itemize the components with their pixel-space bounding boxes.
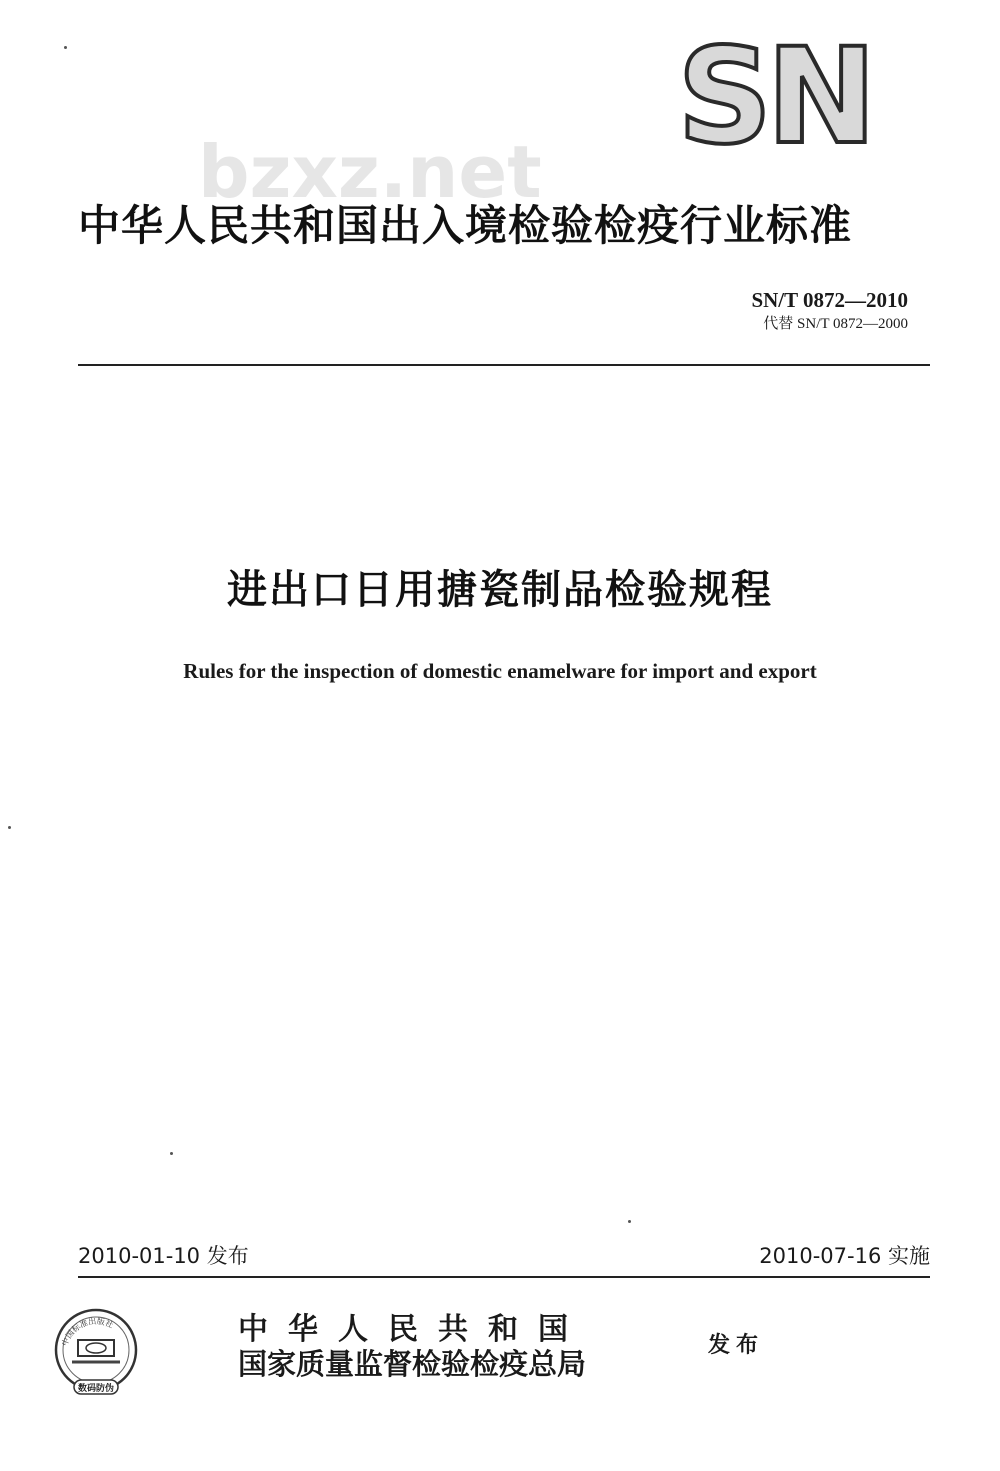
publish-label: 发布 [708, 1333, 765, 1358]
scan-speck [628, 1220, 631, 1223]
scan-speck [64, 46, 67, 49]
sn-logo: SN [677, 20, 871, 174]
document-title-cn: 进出口日用搪瓷制品检验规程 [227, 567, 773, 613]
scan-speck [170, 1152, 173, 1155]
replaces-standard: 代替 SN/T 0872—2000 [763, 316, 908, 332]
footer-divider [78, 1276, 930, 1278]
header-divider [78, 364, 930, 366]
watermark: bzxz.net [198, 130, 542, 214]
industry-standard-title: 中华人民共和国出入境检验检疫行业标准 [78, 201, 853, 250]
anti-counterfeit-seal-icon [48, 1306, 144, 1402]
seal-bottom-text: 数码防伪 [77, 1384, 115, 1394]
issuer-agency: 国家质量监督检验检疫总局 [238, 1347, 587, 1381]
standard-number: SN/T 0872—2010 [751, 288, 908, 312]
implementation-date: 2010-07-16 实施 [759, 1244, 930, 1268]
document-title-en: Rules for the inspection of domestic enamelware for import and export [183, 659, 817, 683]
issuer-country: 中华人民共和国 [238, 1312, 588, 1347]
scan-speck [8, 826, 11, 829]
seal-ring-text: 中国标准出版社 [60, 1316, 115, 1348]
issue-date: 2010-01-10 发布 [78, 1244, 249, 1268]
